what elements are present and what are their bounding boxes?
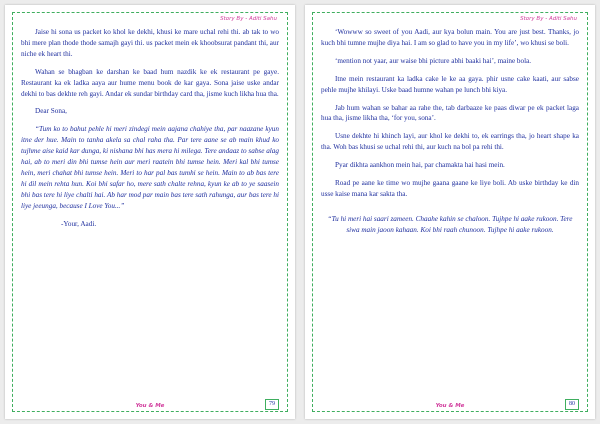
paragraph: Usne dekhte hi khinch layi, aur khol ke dekhi to, ek earrings tha, jo heart shape ka tha. Woh bas khusi se uchal rehi thi, aur kuch na bol pa rehi thi. xyxy=(321,132,579,152)
paragraph: Itne mein restaurant ka ladka cake le ke aa gaya. phir usne cake kaati, aur sabse pehle mujhe khilayi. Uske baad humne wahan pe lunch bhi kiya. xyxy=(321,74,579,94)
paragraph: Jaise hi sona us packet ko khol ke dekhi, khusi ke mare uchal rehi thi. ab tak to wo bhi mere plan thode thode samajh gayi thi. us packet mein ek khoobsurat pandant thi, aur niche ek heart thi. xyxy=(21,28,279,58)
paragraph: Pyar dikhta aankhon mein hai, par chamakta hai hasi mein. xyxy=(335,161,505,170)
paragraph: Jab hum wahan se bahar aa rahe the, tab darbaaze ke paas diwar pe ek packet laga hua tha, jisme likha tha, ‘for you, sona’. xyxy=(321,103,579,123)
right-page xyxy=(305,5,595,419)
paragraph: Road pe aane ke time wo mujhe gaana gaane ke liye boli. Ab uske birthday ke din usse kaise mana kar sakta tha. xyxy=(321,179,579,198)
page-header: Story By - Aditi Sahu xyxy=(220,16,277,22)
paragraph: Wahan se bhagban ke darshan ke baad hum nazdik ke ek restaurant pe gaye. Restaurant ka ek ladka aaya aur hume menu book de kar gaya. Sona jaise uske andar dekhi to bas dekhte reh gayi. Andar ek sundar birthday card tha, jisme kuch likha hua tha. xyxy=(21,67,279,98)
left-page xyxy=(5,5,295,419)
page-footer: You & Me xyxy=(435,403,465,409)
page-header: Story By - Aditi Sahu xyxy=(520,16,577,22)
letter-body: “Tum ko to bahut pehle hi meri zindegi mein aajana chahiye tha, par naazane kyun itne der hue. Main to tanha akela sa chal raha tha. Par tere aane se ab main khud ko tujhme aise kaid kar dunga, ki nishana bhi has mera hi milega. Tere andaaz to sabse alag hai, ab to meri din bhi tumse hein aur meri raatein bhi tumse hein. Meri kal bhi tumse hein, meri chahat bhi tumse hein. Meri to har pal bas tumhi se hein. Main to ab bas tere hi dil mein rehta hun. Koi bhi safar ho, mere sath chalte rehna, kyun ke ab to ye saasein bhi bas tere hi liye chalti hai. Ab har mod par main bas tere sath rahunga, aur bas tere hi liye jeeunga, because I Love You...” xyxy=(21,125,279,210)
song-lyrics: “Tu hi meri hai saari zameen. Chaahe kahin se chaloon. Tujhpe hi aake rukoon. Tere siwa main jaoon kahaan. Koi bhi raah chunoon. Tujhpe hi aake rukoon. xyxy=(327,214,573,234)
letter-salutation: Dear Sona, xyxy=(35,107,67,116)
paragraph: ‘Wowww so sweet of you Aadi, aur kya bolun main. You are just best. Thanks, jo kuch bhi tumne mujhe diya hai. I am so glad to have you in my life’, wo khusi se boli. xyxy=(321,28,579,47)
page-number: 79 xyxy=(265,399,279,410)
letter-signature: -Your, Aadi. xyxy=(61,219,97,228)
page-number: 80 xyxy=(565,399,579,410)
paragraph: ‘mention not yaar, aur waise bhi picture abhi baaki hai’, maine bola. xyxy=(335,56,532,65)
page-body xyxy=(321,27,579,243)
page-footer: You & Me xyxy=(135,403,165,409)
page-body xyxy=(21,27,279,237)
